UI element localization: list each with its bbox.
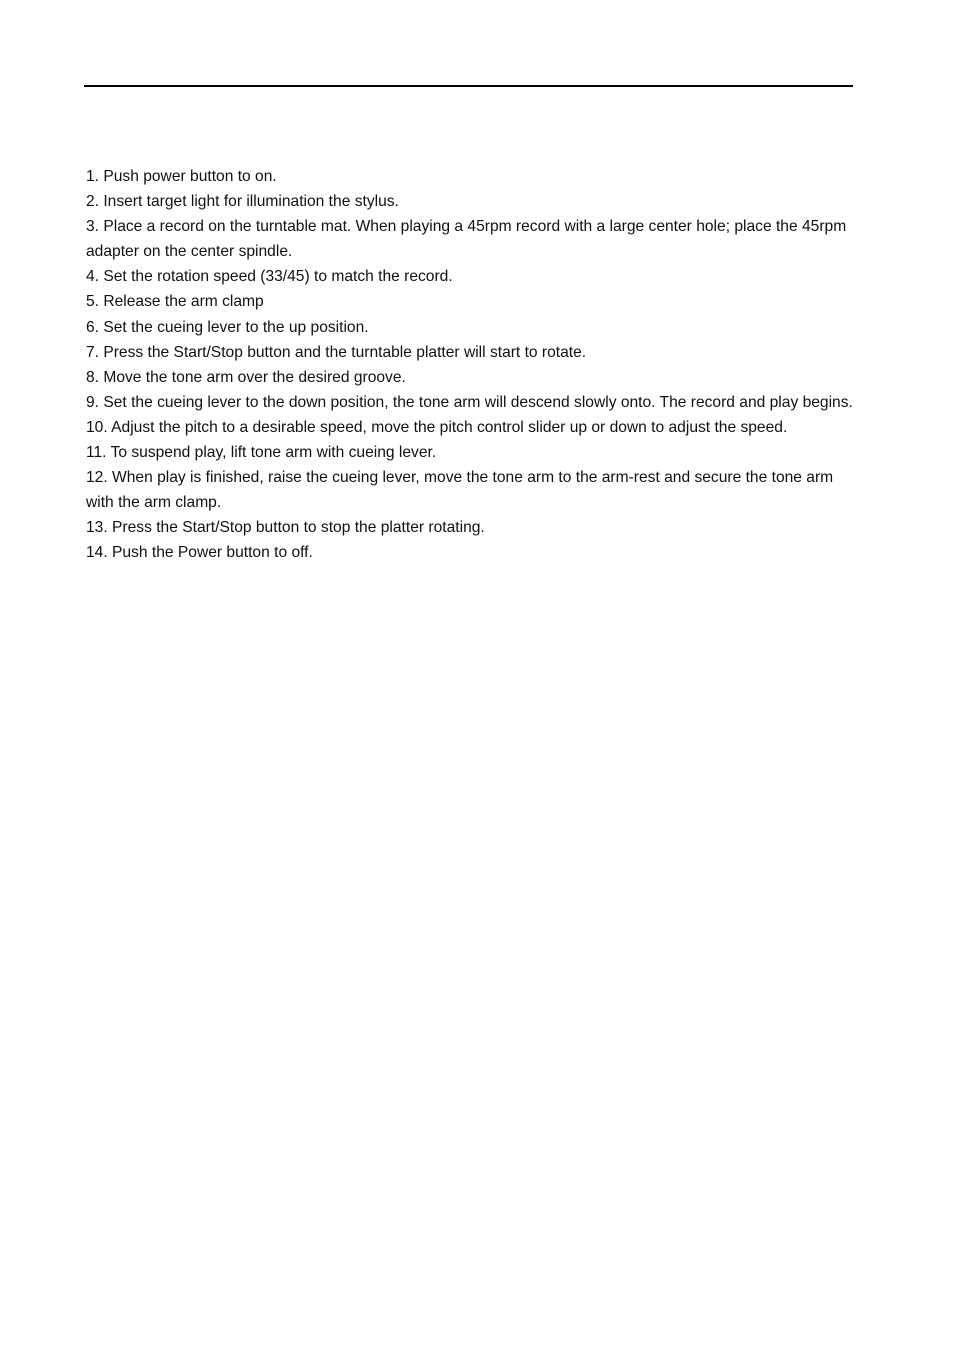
instruction-step: 4. Set the rotation speed (33/45) to match the record. [86, 268, 453, 286]
instruction-step: 11. To suspend play, lift tone arm with cueing lever. [86, 444, 437, 462]
instruction-step: 6. Set the cueing lever to the up position. [86, 318, 369, 336]
instruction-step: 10. Adjust the pitch to a desirable speed, move the pitch control slider up or down to adjust the speed. [86, 418, 788, 436]
instruction-step: 2. Insert target light for illumination the stylus. [86, 193, 399, 211]
instruction-step: 14. Push the Power button to off. [86, 544, 313, 562]
instruction-step: 12. When play is finished, raise the cueing lever, move the tone arm to the arm-rest and secure the tone arm with the arm clamp. [86, 469, 834, 512]
instruction-step: 3. Place a record on the turntable mat. When playing a 45rpm record with a large center hole; place the 45rpm adapter on the center spindle. [86, 218, 847, 261]
instruction-list [86, 164, 858, 566]
instruction-step: 13. Press the Start/Stop button to stop the platter rotating. [86, 519, 485, 537]
instruction-step: 8. Move the tone arm over the desired groove. [86, 368, 406, 386]
instruction-step: 1. Push power button to on. [86, 168, 277, 185]
header-divider [84, 85, 853, 87]
instruction-step: 5. Release the arm clamp [86, 293, 264, 311]
instruction-step: 7. Press the Start/Stop button and the turntable platter will start to rotate. [86, 343, 587, 361]
instruction-step: 9. Set the cueing lever to the down position, the tone arm will descend slowly onto. The record and play begins. [86, 393, 853, 411]
